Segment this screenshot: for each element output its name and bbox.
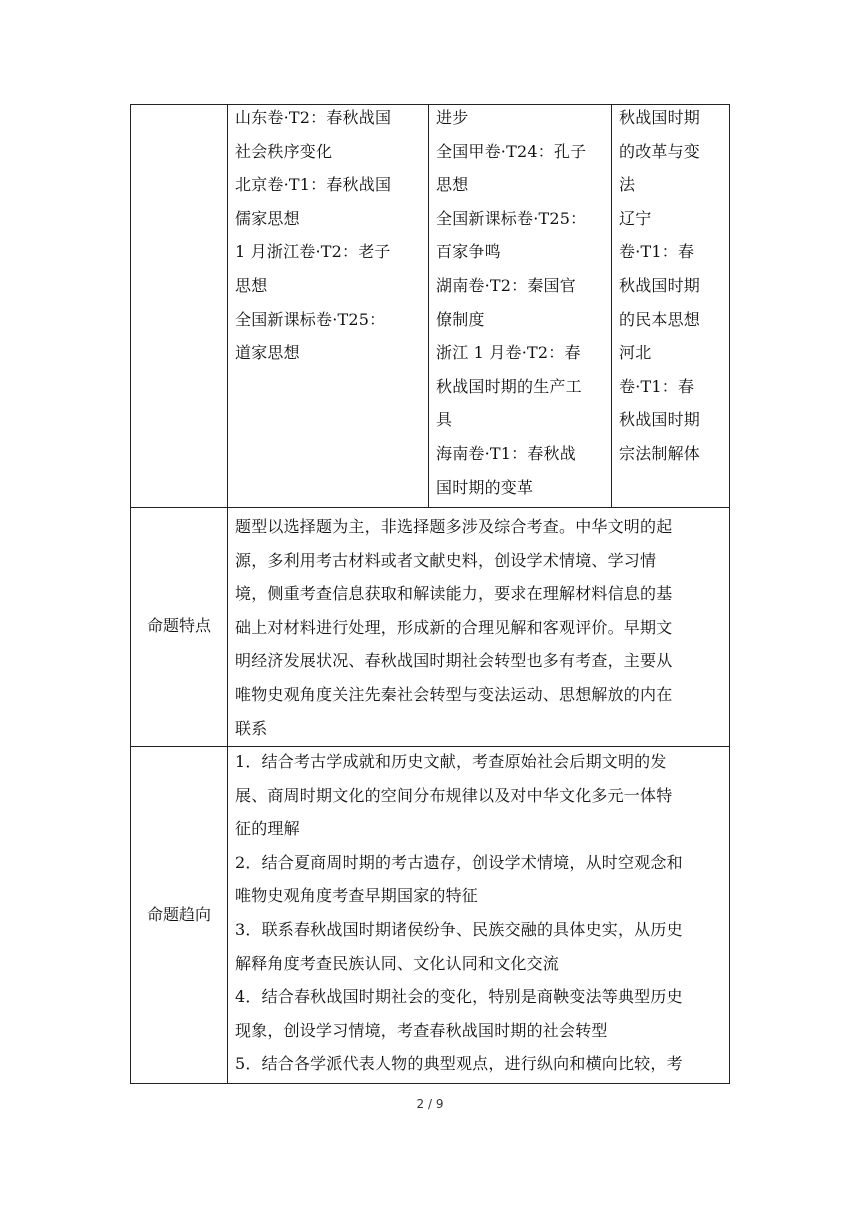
trends-label: 命题趋向: [146, 905, 211, 924]
text-line: 的民本思想: [619, 309, 701, 329]
text-line: 山东卷·T2：春秋战国: [235, 108, 392, 127]
text-line: 秋战国时期: [619, 108, 701, 127]
text-line: 1．结合考古学成就和历史文献，考查原始社会后期文明的发: [235, 752, 667, 771]
text-line: 唯物史观角度考查早期国家的特征: [235, 886, 479, 906]
text-line: 础上对材料进行处理，形成新的合理见解和客观评价。早期文: [235, 617, 673, 637]
text-line: 进步: [436, 108, 469, 127]
text-line: 百家争鸣: [436, 242, 501, 262]
trends-text: [235, 745, 730, 1081]
text-line: 展、商周时期文化的空间分布规律以及对中华文化多元一体特: [235, 785, 673, 805]
text-line: 河北: [619, 343, 652, 363]
text-line: 境，侧重考查信息获取和解读能力，要求在理解材料信息的基: [235, 584, 673, 604]
text-line: 秋战国时期的生产工: [436, 376, 582, 396]
text-line: 儒家思想: [235, 208, 300, 228]
text-line: 卷·T1：春: [619, 242, 695, 262]
text-line: 3．联系春秋战国时期诸侯纷争、民族交融的具体史实，从历史: [235, 919, 683, 939]
text-line: 浙江 1 月卷·T2：春: [436, 343, 581, 363]
text-line: 僚制度: [436, 309, 485, 329]
text-line: 全国新课标卷·T25：: [436, 208, 587, 228]
text-line: 秋战国时期: [619, 410, 701, 430]
text-line: 2．结合夏商周时期的考古遗存，创设学术情境，从时空观念和: [235, 852, 683, 872]
top-row-col2: [436, 101, 611, 504]
column-divider: [428, 105, 429, 507]
text-line: 题型以选择题为主，非选择题多涉及综合考查。中华文明的起: [235, 517, 673, 536]
text-line: 海南卷·T1：春秋战: [436, 443, 576, 463]
text-line: 源，多利用考古材料或者文献史料，创设学术情境、学习情: [235, 550, 657, 570]
top-row-col3: [619, 101, 727, 471]
text-line: 辽宁: [619, 208, 652, 228]
top-row-col1: [235, 101, 425, 370]
text-line: 卷·T1：春: [619, 376, 695, 396]
text-line: 解释角度考查民族认同、文化认同和文化交流: [235, 953, 560, 973]
exam-analysis-table: [130, 104, 730, 1084]
text-line: 湖南卷·T2：秦国官: [436, 275, 576, 295]
text-line: 宗法制解体: [619, 443, 701, 463]
text-line: 联系: [235, 718, 268, 738]
text-line: 道家思想: [235, 343, 300, 363]
features-label: 命题特点: [146, 616, 211, 635]
text-line: 1 月浙江卷·T2：老子: [235, 242, 391, 262]
row-divider: [131, 507, 729, 508]
text-line: 法: [619, 175, 636, 195]
features-text: [235, 510, 730, 745]
text-line: 北京卷·T1：春秋战国: [235, 175, 392, 195]
text-line: 国时期的变革: [436, 477, 534, 497]
text-line: 思想: [235, 275, 268, 295]
text-line: 思想: [436, 175, 469, 195]
text-line: 现象，创设学习情境，考查春秋战国时期的社会转型: [235, 1020, 608, 1040]
column-divider: [611, 105, 612, 507]
text-line: 社会秩序变化: [235, 141, 333, 161]
text-line: 的改革与变: [619, 141, 701, 161]
column-divider: [227, 105, 228, 1083]
text-line: 5．结合各学派代表人物的典型观点，进行纵向和横向比较，考: [235, 1054, 683, 1074]
text-line: 明经济发展状况、春秋战国时期社会转型也多有考查，主要从: [235, 651, 673, 671]
text-line: 全国新课标卷·T25：: [235, 309, 386, 329]
text-line: 4．结合春秋战国时期社会的变化，特别是商鞅变法等典型历史: [235, 987, 683, 1007]
text-line: 唯物史观角度关注先秦社会转型与变法运动、思想解放的内在: [235, 684, 673, 704]
page-number: 2 / 9: [416, 1097, 444, 1111]
text-line: 具: [436, 410, 453, 430]
text-line: 征的理解: [235, 819, 300, 839]
text-line: 秋战国时期: [619, 275, 701, 295]
text-line: 全国甲卷·T24：孔子: [436, 141, 587, 161]
